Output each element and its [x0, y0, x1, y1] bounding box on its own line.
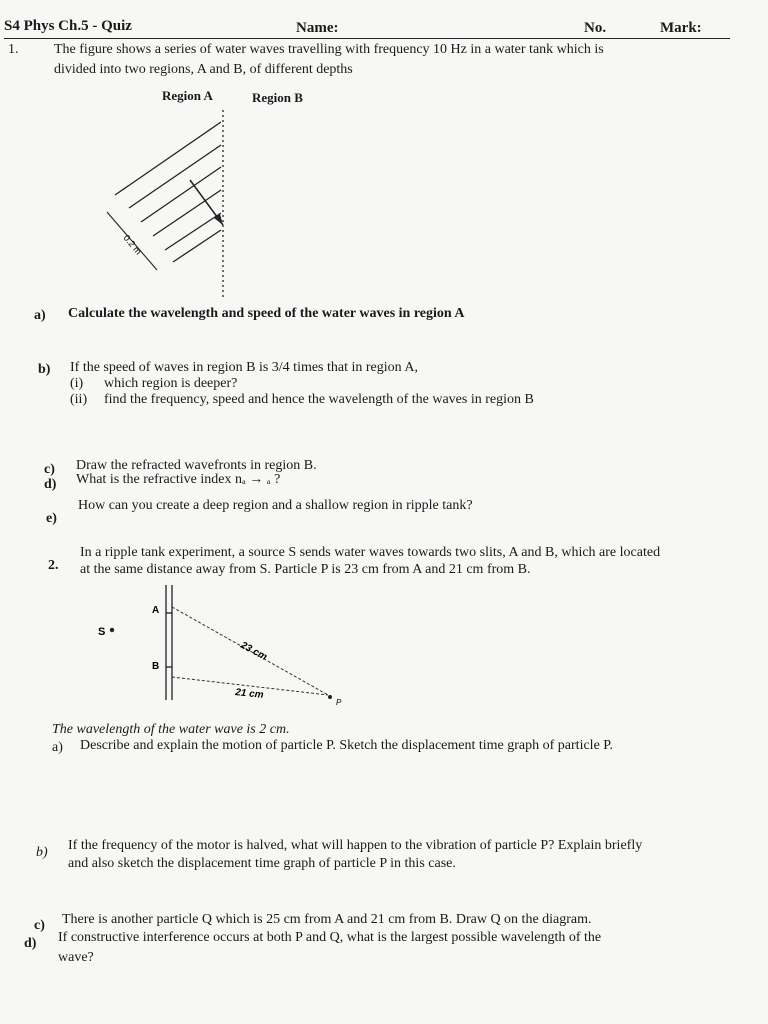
q1b-ii-label: (ii)	[70, 392, 88, 407]
q1b-ii-text: find the frequency, speed and hence the wavelength of the waves in region B	[104, 392, 534, 407]
q2a-text: Describe and explain the motion of particle P. Sketch the displacement time graph of particle P.	[80, 738, 614, 753]
q1e-label: e)	[46, 511, 57, 526]
q2b-line2: and also sketch the displacement time graph of particle P in this case.	[68, 856, 456, 871]
q1d-text: What is the refractive index nₐ → ₐ ?	[76, 472, 281, 487]
slit-barrier	[166, 585, 172, 700]
slit-b-label: B	[152, 661, 160, 672]
q2-number: 2.	[48, 558, 59, 573]
q1e-text: How can you create a deep region and a shallow region in ripple tank?	[78, 498, 473, 513]
q1c-text: Draw the refracted wavefronts in region B.	[76, 458, 317, 473]
q2d-line1: If constructive interference occurs at both P and Q, what is the largest possible wavelength of the	[58, 930, 602, 945]
distance-b-label: 21 cm	[234, 687, 265, 701]
number-label: No.	[584, 20, 607, 36]
q2d-line2: wave?	[58, 950, 94, 965]
q1-stem-line1: The figure shows a series of water waves travelling with frequency 10 Hz in a water tank which is	[54, 42, 604, 57]
q2-stem-line2: at the same distance away from S. Particle P is 23 cm from A and 21 cm from B.	[80, 562, 531, 577]
source-point	[110, 628, 114, 632]
q2-stem-line1: In a ripple tank experiment, a source S sends water waves towards two slits, A and B, which are located	[80, 545, 661, 560]
header-rule	[4, 38, 730, 39]
distance-a-label: 23 cm	[238, 639, 269, 663]
q1-number: 1.	[8, 42, 19, 57]
wavelength-note: The wavelength of the water wave is 2 cm.	[52, 722, 290, 737]
source-label: S	[98, 626, 106, 638]
q1-stem-line2: divided into two regions, A and B, of different depths	[54, 62, 353, 77]
mark-label: Mark:	[660, 20, 702, 36]
q1d-label: d)	[44, 477, 57, 492]
q1b-label: b)	[38, 362, 51, 377]
slit-a-label: A	[152, 605, 160, 616]
particle-p-label: P	[336, 698, 342, 707]
q2a-label: a)	[52, 740, 63, 755]
particle-p-point	[328, 695, 332, 699]
q2b-label: b)	[36, 845, 48, 860]
quiz-title: S4 Phys Ch.5 - Quiz	[4, 18, 132, 34]
q1b-i-label: (i)	[70, 376, 84, 391]
q2c-label: c)	[34, 918, 45, 933]
q1b-i-text: which region is deeper?	[104, 376, 238, 391]
q2b-line1: If the frequency of the motor is halved, what will happen to the vibration of particle P? Explain briefly	[68, 838, 643, 853]
region-a-label: Region A	[162, 88, 213, 103]
q2c-text: There is another particle Q which is 25 cm from A and 21 cm from B. Draw Q on the diagram.	[62, 912, 592, 927]
region-b-label: Region B	[252, 90, 303, 105]
q2d-label: d)	[24, 936, 37, 951]
spacing-label: 0.2 m	[121, 232, 144, 257]
wavefront-diagram	[95, 110, 245, 300]
q1c-label: c)	[44, 462, 55, 477]
q1a-label: a)	[34, 308, 46, 323]
q1a-text: Calculate the wavelength and speed of the water waves in region A	[68, 306, 465, 321]
name-label: Name:	[296, 20, 339, 36]
q1b-text: If the speed of waves in region B is 3/4 times that in region A,	[70, 360, 418, 375]
two-slit-diagram	[90, 585, 370, 730]
